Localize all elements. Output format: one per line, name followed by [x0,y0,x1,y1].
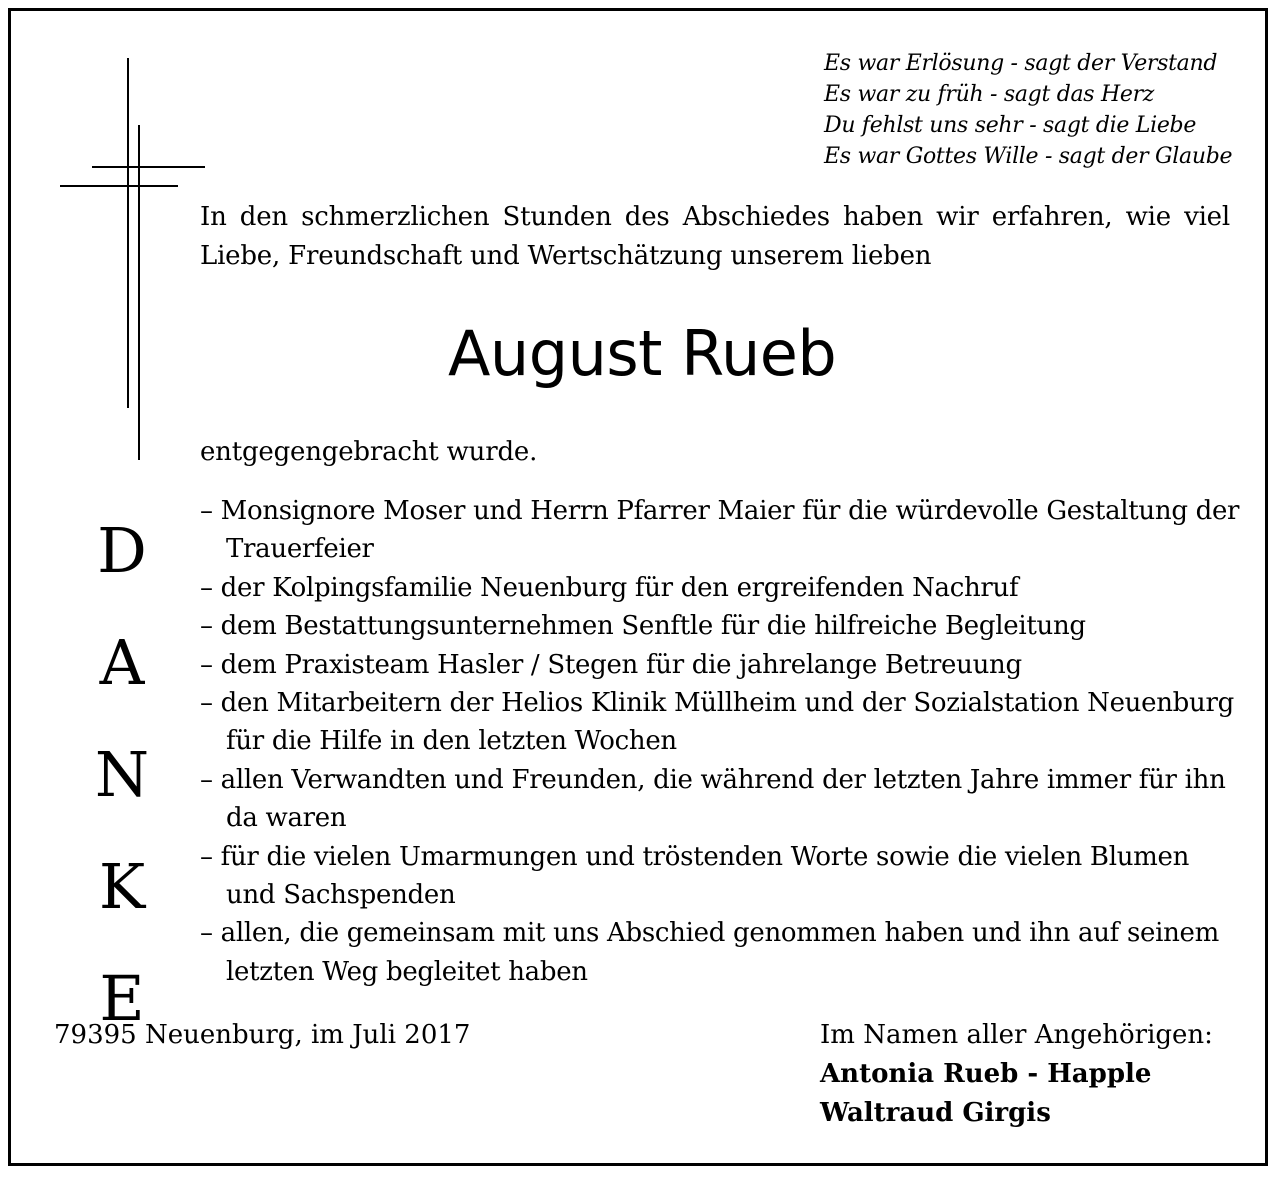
signature-heading: Im Namen aller Angehörigen: [820,1020,1213,1050]
thanks-item: – den Mitarbeitern der Helios Klinik Müllheim und der Sozialstation Neuenburg für die Hilfe in den letzten Wochen [200,688,1234,757]
poem-line: Es war Gottes Wille - sagt der Glaube [824,144,1233,169]
thanks-item: – Monsignore Moser und Herrn Pfarrer Maier für die würdevolle Gestaltung der Trauerfeier [200,496,1240,565]
intro-continuation: entgegengebracht wurde. [200,437,538,467]
poem [824,48,1232,172]
danke-letter: A [99,626,145,699]
cross-icon [0,0,220,470]
danke-letters [92,495,152,1055]
danke-letter: E [99,962,145,1035]
poem-line: Es war Erlösung - sagt der Verstand [824,51,1218,76]
thanks-item: – für die vielen Umarmungen und tröstenden Worte sowie die vielen Blumen und Sachspenden [200,841,1190,911]
thanks-item: – der Kolpingsfamilie Neuenburg für den ergreifenden Nachruf [200,572,1019,603]
deceased-name: August Rueb [448,317,837,390]
danke-letter: N [94,738,150,811]
poem-line: Es war zu früh - sagt das Herz [824,82,1155,107]
intro-text: In den schmerzlichen Stunden des Abschiedes haben wir erfahren, wie viel Liebe, Freundschaft und Wertschätzung unserem lieben [200,202,1230,271]
thanks-item: – dem Praxisteam Hasler / Stegen für die jahrelange Betreuung [200,649,1022,680]
thanks-item: – dem Bestattungsunternehmen Senftle für die hilfreiche Begleitung [200,611,1086,642]
signature-name: Antonia Rueb - Happle [820,1059,1152,1089]
thanks-item: – allen Verwandten und Freunden, die während der letzten Jahre immer für ihn da waren [200,764,1226,834]
signature-name: Waltraud Girgis [820,1098,1051,1128]
thanks-item: – allen, die gemeinsam mit uns Abschied genommen haben und ihn auf seinem letzten Weg begleitet haben [200,918,1219,987]
place-date: 79395 Neuenburg, im Juli 2017 [54,1020,471,1050]
danke-letter: D [97,514,147,587]
signature-block [820,1016,1213,1133]
danke-letter: K [98,850,146,923]
thanks-list [200,492,1240,991]
poem-line: Du fehlst uns sehr - sagt die Liebe [824,113,1197,138]
